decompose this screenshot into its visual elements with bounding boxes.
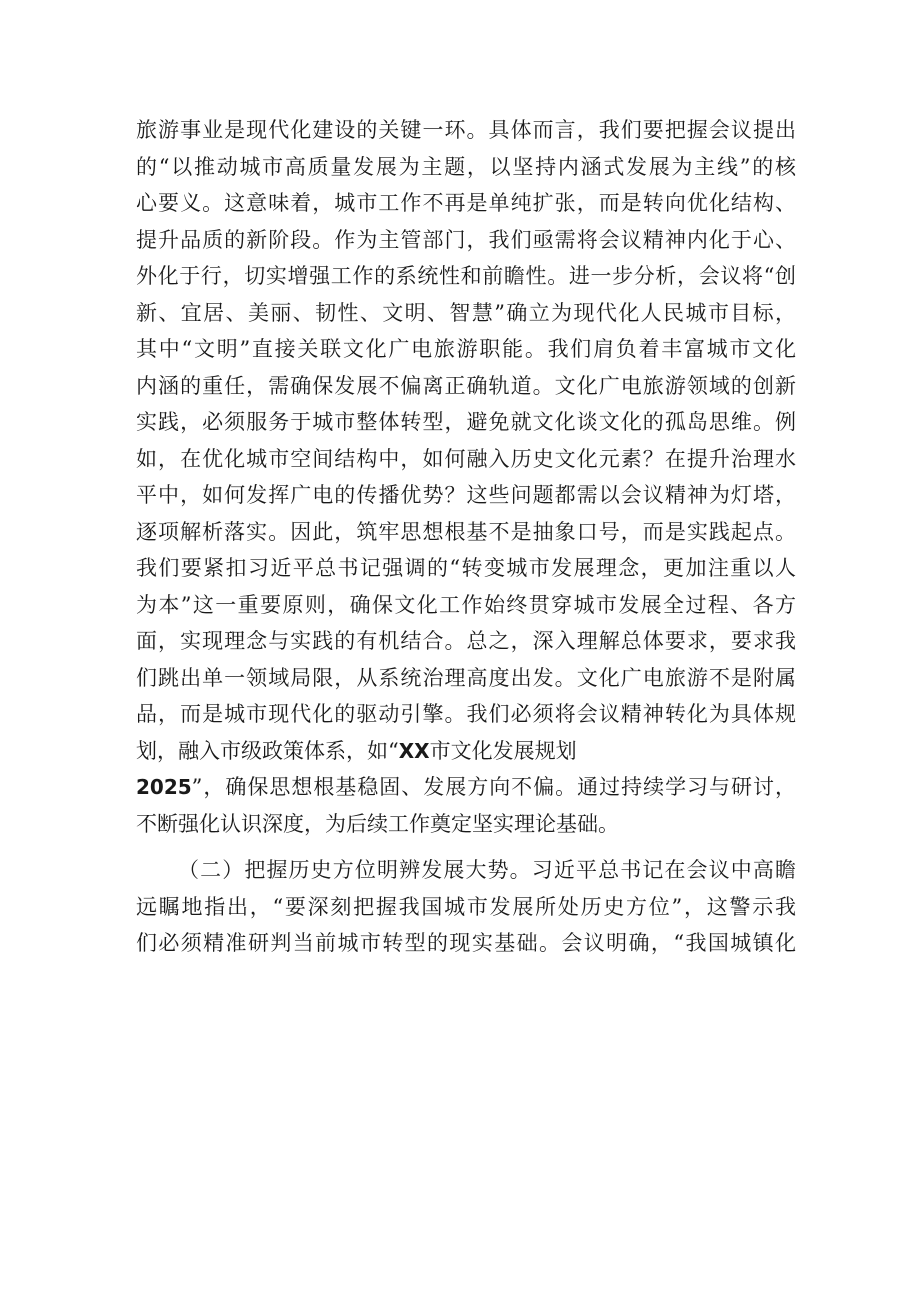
text-line: 品，而是城市现代化的驱动引擎。我们必须将会议精神转化为具体规 <box>136 702 796 726</box>
text-line: 逐项解析落实。因此，筑牢思想根基不是抽象口号，而是实践起点。 <box>136 519 796 544</box>
text-segment: 划，融入市级政策体系，如“ <box>136 738 399 763</box>
text-segment: 市文化发展规划 <box>429 738 577 763</box>
text-line: 的“以推动城市高质量发展为主题，以坚持内涵式发展为主线”的核 <box>136 154 796 179</box>
text-line: 我们要紧扣习近平总书记强调的“转变城市发展理念，更加注重以人 <box>136 556 796 580</box>
text-line: 新、宜居、美丽、韧性、文明、智慧”确立为现代化人民城市目标， <box>136 300 796 325</box>
text-line: 提升品质的新阶段。作为主管部门，我们亟需将会议精神内化于心、 <box>136 227 796 252</box>
text-line: 外化于行，切实增强工作的系统性和前瞻性。进一步分析，会议将“创 <box>136 264 796 288</box>
text-line <box>136 733 796 770</box>
text-line: 其中“文明”直接关联文化广电旅游职能。我们肩负着丰富城市文化 <box>136 337 796 361</box>
paragraph-2 <box>136 852 796 962</box>
text-segment: ”，确保思想根基稳固、发展方向不偏。通过持续学习与研讨， <box>191 775 796 799</box>
section-heading-line: （二）把握历史方位明辨发展大势。习近平总书记在会议中高瞻 <box>178 858 796 882</box>
placeholder-number: XX <box>398 738 430 763</box>
text-line: 旅游事业是现代化建设的关键一环。具体而言，我们要把握会议提出 <box>136 118 796 142</box>
text-line: 心要义。这意味着，城市工作不再是单纯扩张，而是转向优化结构、 <box>136 191 796 215</box>
year-number: 2025 <box>136 775 192 799</box>
text-line: 内涵的重任，需确保发展不偏离正确轨道。文化广电旅游领域的创新 <box>136 373 796 398</box>
text-line <box>136 769 796 806</box>
paragraph-1 <box>136 112 796 842</box>
text-line: 不断强化认识深度，为后续工作奠定坚实理论基础。 <box>136 811 619 836</box>
text-line: 们必须精准研判当前城市转型的现实基础。会议明确，“我国城镇化 <box>136 931 796 955</box>
text-line: 如，在优化城市空间结构中，如何融入历史文化元素？在提升治理水 <box>136 446 796 471</box>
paragraph-gap <box>136 842 796 852</box>
text-line: 远瞩地指出，“要深刻把握我国城市发展所处历史方位”，这警示我 <box>136 894 796 919</box>
text-line: 为本”这一重要原则，确保文化工作始终贯穿城市发展全过程、各方 <box>136 592 796 617</box>
text-line: 面，实现理念与实践的有机结合。总之，深入理解总体要求，要求我 <box>136 629 796 653</box>
text-line: 平中，如何发挥广电的传播优势？这些问题都需以会议精神为灯塔， <box>136 483 796 507</box>
text-line: 们跳出单一领域局限，从系统治理高度出发。文化广电旅游不是附属 <box>136 665 796 690</box>
text-line: 实践，必须服务于城市整体转型，避免就文化谈文化的孤岛思维。例 <box>136 410 796 434</box>
document-body <box>136 112 796 962</box>
